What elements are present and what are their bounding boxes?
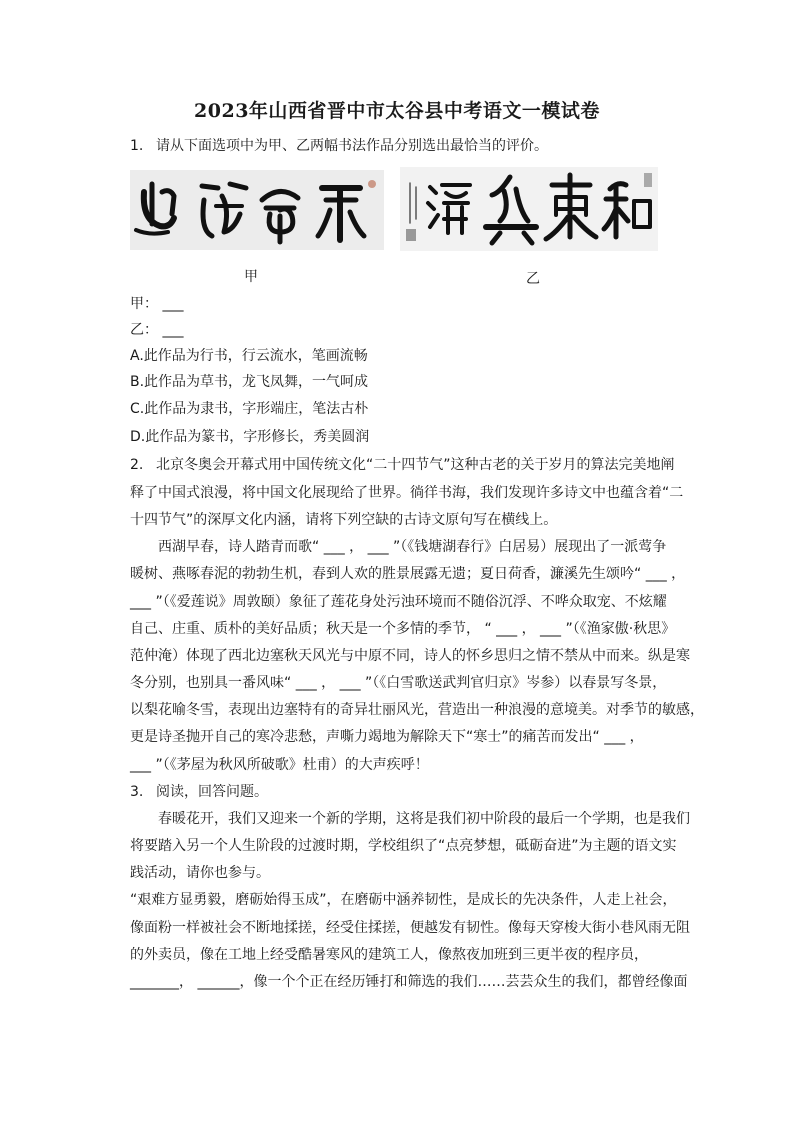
paragraph-line: 自己、庄重、质朴的美好品质；秋天是一个多情的季节， “ ___ ， ___ ”（《渔家傲·秋思》 bbox=[130, 621, 676, 637]
paragraph-line: 将要踏入另一个人生阶段的过渡时期，学校组织了“点亮梦想，砥砺奋进”为主题的语文实 bbox=[130, 838, 677, 854]
question-number: 2. bbox=[130, 457, 144, 473]
paragraph-line: 释了中国式浪漫，将中国文化展现给了世界。徜徉书海，我们发现许多诗文中也蕴含着“二 bbox=[130, 485, 684, 501]
calligraphy-image-a bbox=[130, 170, 384, 250]
answer-blank-a: 甲： ___ bbox=[130, 296, 184, 312]
paragraph-line: 十四节气”的深厚文化内涵，请将下列空缺的古诗文原句写在横线上。 bbox=[130, 512, 558, 528]
paragraph-line: 阅读，回答问题。 bbox=[156, 784, 268, 800]
caption-a: 甲 bbox=[244, 269, 258, 285]
paragraph-line: 冬分别，也别具一番风味“ ___ ， ___ ”（《白雪歌送武判官归京》岑参）以春景写冬景， bbox=[130, 675, 667, 691]
question-number: 1. bbox=[130, 138, 144, 154]
caption-b: 乙 bbox=[526, 271, 540, 287]
question-3-line bbox=[130, 782, 268, 802]
answer-blank-b: 乙： ___ bbox=[130, 322, 184, 338]
option-a: A.此作品为行书，行云流水，笔画流畅 bbox=[130, 348, 368, 364]
question-number: 3. bbox=[130, 784, 144, 800]
paragraph-line: “艰难方显勇毅，磨砺始得玉成”，在磨砺中涵养韧性，是成长的先决条件，人走上社会， bbox=[130, 892, 677, 908]
paragraph-line: 的外卖员，像在工地上经受酷暑寒风的建筑工人，像熬夜加班到三更半夜的程序员， bbox=[130, 947, 648, 963]
question-1-stem bbox=[130, 136, 548, 156]
calligraphy-image-b bbox=[400, 167, 658, 251]
paragraph-line: 践活动，请你也参与。 bbox=[130, 865, 270, 881]
paragraph-line: 更是诗圣抛开自己的寒冷悲愁，声嘶力竭地为解除天下“寒士”的痛苦而发出“ ___ ， bbox=[130, 729, 644, 745]
paragraph-line: 北京冬奥会开幕式用中国传统文化“二十四节气”这种古老的关于岁月的算法完美地阐 bbox=[156, 457, 675, 473]
paragraph-line: ___ ”（《茅屋为秋风所破歌》杜甫）的大声疾呼！ bbox=[130, 757, 429, 773]
option-d: D.此作品为篆书，字形修长，秀美圆润 bbox=[130, 429, 370, 445]
paragraph-line: 暖树、燕啄春泥的勃勃生机，春到人欢的胜景展露无遗；夏日荷香，濂溪先生颂吟“ ___ ， bbox=[130, 566, 686, 582]
paragraph-line: 以梨花喻冬雪，表现出边塞特有的奇异壮丽风光，营造出一种浪漫的意境美。对季节的敏感， bbox=[130, 702, 704, 718]
question-text: 请从下面选项中为甲、乙两幅书法作品分别选出最恰当的评价。 bbox=[156, 138, 548, 154]
question-2-line bbox=[130, 455, 675, 475]
page-title: 2023年山西省晋中市太谷县中考语文一模试卷 bbox=[194, 100, 600, 122]
option-c: C.此作品为隶书，字形端庄，笔法古朴 bbox=[130, 401, 369, 417]
paragraph-line: 像面粉一样被社会不断地揉搓，经受住揉搓，便越发有韧性。像每天穿梭大街小巷风雨无阻 bbox=[130, 920, 690, 936]
paragraph-line: 西湖早春，诗人踏青而歌“ ___ ， ___ ”（《钱塘湖春行》白居易）展现出了一派莺争 bbox=[130, 539, 667, 555]
paragraph-line: 春暖花开，我们又迎来一个新的学期，这将是我们初中阶段的最后一个学期，也是我们 bbox=[130, 811, 690, 827]
paragraph-line: ___ ”（《爱莲说》周敦颐）象征了莲花身处污浊环境而不随俗沉浮、不哗众取宠、不炫耀 bbox=[130, 594, 667, 610]
paragraph-line: 范仲淹）体现了西北边塞秋天风光与中原不同，诗人的怀乡思归之情不禁从中而来。纵是寒 bbox=[130, 648, 690, 664]
paragraph-line: _______， ______，像一个个正在经历锤打和筛选的我们……芸芸众生的我们，都曾经像面 bbox=[130, 974, 688, 990]
option-b: B.此作品为草书，龙飞凤舞，一气呵成 bbox=[130, 374, 369, 390]
